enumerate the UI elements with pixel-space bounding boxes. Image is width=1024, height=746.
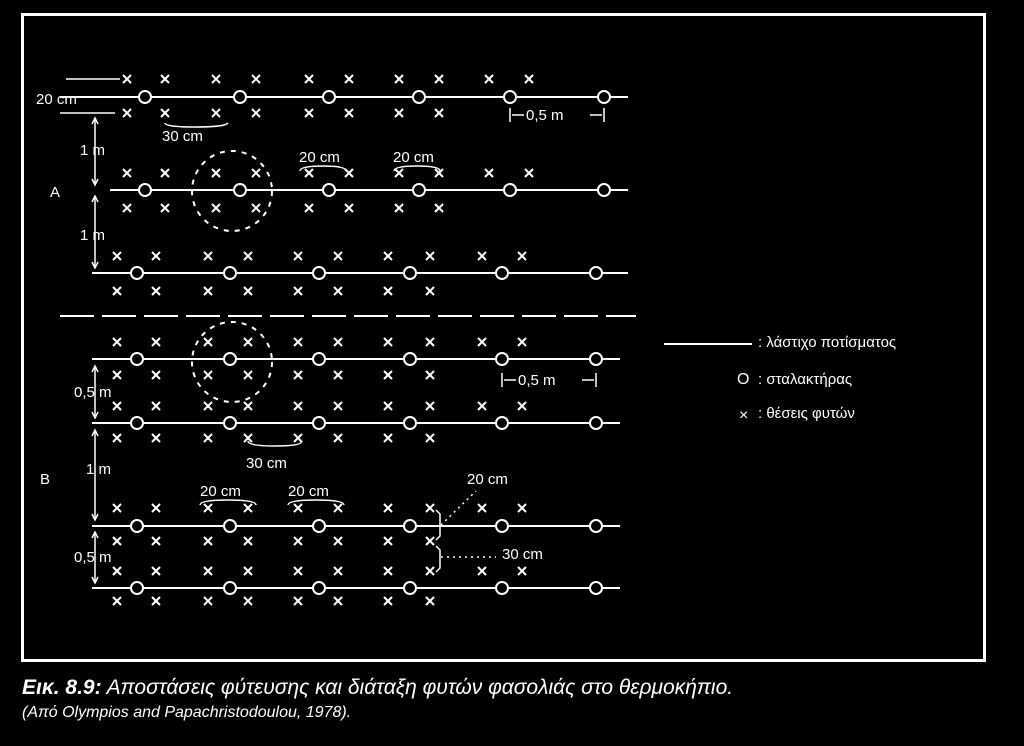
emitter-mark bbox=[224, 520, 236, 532]
plant-mark bbox=[435, 204, 443, 212]
plant-mark bbox=[345, 75, 353, 83]
plant-mark bbox=[478, 504, 486, 512]
plant-mark bbox=[212, 75, 220, 83]
plant-mark bbox=[204, 287, 212, 295]
plant-mark bbox=[152, 597, 160, 605]
plant-mark bbox=[113, 504, 121, 512]
plant-mark bbox=[395, 75, 403, 83]
emitter-mark bbox=[496, 417, 508, 429]
emitter-mark bbox=[139, 91, 151, 103]
plant-mark bbox=[518, 252, 526, 260]
emitter-mark bbox=[139, 184, 151, 196]
plant-mark bbox=[152, 504, 160, 512]
plant-mark bbox=[525, 75, 533, 83]
emitter-mark bbox=[131, 582, 143, 594]
plant-mark bbox=[485, 75, 493, 83]
plant-mark bbox=[518, 338, 526, 346]
emitter-mark bbox=[234, 184, 246, 196]
section-label-a: A bbox=[50, 184, 61, 201]
emitter-mark bbox=[323, 184, 335, 196]
dim-lateral-gap-b2: 0,5 m bbox=[74, 549, 112, 566]
plant-mark bbox=[123, 204, 131, 212]
figure-caption bbox=[22, 676, 733, 700]
legend-emitter-label: : σταλακτήρας bbox=[758, 371, 853, 388]
emitter-mark bbox=[496, 520, 508, 532]
plant-mark bbox=[161, 204, 169, 212]
plant-mark bbox=[384, 371, 392, 379]
plant-mark bbox=[334, 338, 342, 346]
plant-mark bbox=[384, 567, 392, 575]
emitter-mark bbox=[496, 353, 508, 365]
plant-mark bbox=[152, 567, 160, 575]
plant-mark bbox=[113, 338, 121, 346]
plant-mark bbox=[426, 252, 434, 260]
plant-mark bbox=[161, 75, 169, 83]
plant-mark bbox=[294, 252, 302, 260]
callout-bracket bbox=[436, 546, 440, 572]
emitter-mark bbox=[496, 267, 508, 279]
plant-mark bbox=[334, 287, 342, 295]
plant-mark bbox=[244, 597, 252, 605]
plant-mark bbox=[384, 287, 392, 295]
plant-mark bbox=[305, 109, 313, 117]
emitter-mark bbox=[224, 353, 236, 365]
plant-mark bbox=[152, 402, 160, 410]
emitter-mark bbox=[131, 353, 143, 365]
plant-mark bbox=[244, 287, 252, 295]
plant-mark bbox=[395, 204, 403, 212]
dim-plant-gap-b: 30 cm bbox=[246, 455, 287, 472]
plant-mark bbox=[113, 537, 121, 545]
plant-mark bbox=[212, 204, 220, 212]
plant-mark bbox=[294, 537, 302, 545]
plant-mark bbox=[518, 402, 526, 410]
plant-mark bbox=[426, 434, 434, 442]
plant-mark bbox=[204, 338, 212, 346]
plant-mark bbox=[204, 567, 212, 575]
section-label-b: B bbox=[40, 471, 51, 488]
plant-mark bbox=[426, 597, 434, 605]
plant-mark bbox=[334, 371, 342, 379]
plant-mark bbox=[113, 567, 121, 575]
emitter-mark bbox=[313, 582, 325, 594]
plant-mark bbox=[244, 567, 252, 575]
plant-mark bbox=[345, 204, 353, 212]
plant-mark bbox=[395, 109, 403, 117]
emitter-mark bbox=[590, 267, 602, 279]
plant-mark bbox=[384, 504, 392, 512]
plant-mark bbox=[384, 434, 392, 442]
plant-mark bbox=[204, 402, 212, 410]
emitter-mark bbox=[313, 267, 325, 279]
plant-mark bbox=[294, 402, 302, 410]
plant-mark bbox=[113, 597, 121, 605]
plant-mark bbox=[212, 169, 220, 177]
plant-mark bbox=[334, 434, 342, 442]
pair-brace bbox=[200, 500, 256, 505]
plant-mark bbox=[426, 504, 434, 512]
emitter-mark bbox=[323, 91, 335, 103]
plant-mark bbox=[204, 537, 212, 545]
plant-mark bbox=[485, 169, 493, 177]
plant-mark bbox=[426, 338, 434, 346]
plant-mark bbox=[252, 75, 260, 83]
plant-mark bbox=[161, 169, 169, 177]
plant-mark bbox=[244, 402, 252, 410]
plant-mark bbox=[334, 597, 342, 605]
plant-mark bbox=[152, 338, 160, 346]
plant-mark bbox=[305, 75, 313, 83]
emitter-mark bbox=[598, 91, 610, 103]
plant-mark bbox=[113, 434, 121, 442]
plant-mark bbox=[244, 371, 252, 379]
plant-mark bbox=[478, 252, 486, 260]
plant-mark bbox=[334, 252, 342, 260]
emitter-mark bbox=[404, 582, 416, 594]
emitter-mark bbox=[413, 184, 425, 196]
emitter-mark bbox=[590, 417, 602, 429]
plant-mark bbox=[204, 597, 212, 605]
emitter-mark bbox=[313, 417, 325, 429]
emitter-mark bbox=[234, 91, 246, 103]
emitter-mark bbox=[496, 582, 508, 594]
plant-mark bbox=[334, 567, 342, 575]
plant-mark bbox=[152, 434, 160, 442]
figure-number: Εικ. 8.9: bbox=[22, 676, 102, 699]
plant-mark bbox=[334, 504, 342, 512]
dim-pair-gap-1: 20 cm bbox=[299, 149, 340, 166]
dim-row-spacing-2: 1 m bbox=[80, 227, 106, 244]
emitter-mark bbox=[131, 267, 143, 279]
plant-mark bbox=[294, 287, 302, 295]
plant-mark bbox=[294, 504, 302, 512]
dim-emitter-gap-b: 0,5 m bbox=[518, 372, 556, 389]
emitter-mark bbox=[224, 417, 236, 429]
emitter-mark bbox=[404, 353, 416, 365]
plant-mark bbox=[478, 567, 486, 575]
emitter-mark bbox=[413, 91, 425, 103]
plant-mark bbox=[123, 169, 131, 177]
plant-mark bbox=[518, 504, 526, 512]
plant-mark bbox=[435, 75, 443, 83]
plant-mark bbox=[426, 287, 434, 295]
dim-row-spacing-1: 1 m bbox=[80, 142, 106, 159]
emitter-mark bbox=[590, 582, 602, 594]
dim-callout-20: 20 cm bbox=[467, 471, 508, 488]
plant-mark bbox=[426, 537, 434, 545]
legend-plant-symbol: × bbox=[739, 407, 749, 424]
plant-mark bbox=[204, 371, 212, 379]
plant-gap-brace bbox=[165, 123, 228, 127]
plant-mark bbox=[244, 537, 252, 545]
dim-emitter-gap-a: 0,5 m bbox=[526, 107, 564, 124]
plant-mark bbox=[294, 338, 302, 346]
emitter-mark bbox=[313, 353, 325, 365]
plant-mark bbox=[252, 169, 260, 177]
plant-mark bbox=[305, 169, 313, 177]
dim-row-gap-a: 20 cm bbox=[36, 91, 77, 108]
plant-mark bbox=[161, 109, 169, 117]
emitter-mark bbox=[404, 267, 416, 279]
plant-mark bbox=[334, 402, 342, 410]
plant-mark bbox=[204, 434, 212, 442]
plant-mark bbox=[395, 169, 403, 177]
plant-mark bbox=[152, 537, 160, 545]
plant-mark bbox=[244, 504, 252, 512]
emitter-mark bbox=[504, 91, 516, 103]
plant-mark bbox=[426, 402, 434, 410]
plant-mark bbox=[305, 204, 313, 212]
caption-text: Αποστάσεις φύτευσης και διάταξη φυτών φασολιάς στο θερμοκήπιο. bbox=[101, 676, 734, 699]
dim-pair-gap-2: 20 cm bbox=[393, 149, 434, 166]
emitter-mark bbox=[404, 417, 416, 429]
plant-mark bbox=[384, 597, 392, 605]
plant-mark bbox=[384, 402, 392, 410]
emitter-mark bbox=[224, 582, 236, 594]
dim-callout-30: 30 cm bbox=[502, 546, 543, 563]
emitter-mark bbox=[504, 184, 516, 196]
plant-mark bbox=[244, 338, 252, 346]
plant-mark bbox=[113, 252, 121, 260]
plant-mark bbox=[294, 371, 302, 379]
plant-mark bbox=[113, 371, 121, 379]
emitter-mark bbox=[590, 520, 602, 532]
dim-pair-gap-b1: 20 cm bbox=[200, 483, 241, 500]
figure-source: (Από Olympios and Papachristodoulou, 1978). bbox=[22, 704, 352, 721]
plant-mark bbox=[152, 371, 160, 379]
plant-mark bbox=[435, 109, 443, 117]
plant-mark bbox=[384, 338, 392, 346]
emitter-mark bbox=[404, 520, 416, 532]
plant-mark bbox=[294, 597, 302, 605]
plant-mark bbox=[123, 75, 131, 83]
plant-mark bbox=[152, 252, 160, 260]
emitter-mark bbox=[131, 520, 143, 532]
plant-mark bbox=[113, 287, 121, 295]
plant-mark bbox=[384, 252, 392, 260]
emitter-mark bbox=[224, 267, 236, 279]
emitter-mark bbox=[313, 520, 325, 532]
plant-mark bbox=[294, 567, 302, 575]
plant-mark bbox=[204, 504, 212, 512]
plant-mark bbox=[252, 204, 260, 212]
plant-mark bbox=[478, 338, 486, 346]
plant-mark bbox=[244, 434, 252, 442]
plant-mark bbox=[294, 434, 302, 442]
dim-plant-gap-a: 30 cm bbox=[162, 128, 203, 145]
legend-emitter-symbol: O bbox=[737, 371, 750, 388]
legend-plant-label: : θέσεις φυτών bbox=[758, 405, 855, 422]
plant-mark bbox=[435, 169, 443, 177]
plant-mark bbox=[426, 371, 434, 379]
plant-mark bbox=[204, 252, 212, 260]
emitter-mark bbox=[131, 417, 143, 429]
dim-row-spacing-b: 1 m bbox=[86, 461, 112, 478]
plant-mark bbox=[113, 402, 121, 410]
plant-mark bbox=[252, 109, 260, 117]
dim-pair-gap-b2: 20 cm bbox=[288, 483, 329, 500]
plant-mark bbox=[152, 287, 160, 295]
emitter-mark bbox=[590, 353, 602, 365]
plant-mark bbox=[123, 109, 131, 117]
plant-mark bbox=[212, 109, 220, 117]
callout-leader bbox=[441, 491, 476, 525]
emitter-mark bbox=[598, 184, 610, 196]
plant-mark bbox=[244, 252, 252, 260]
plant-mark bbox=[384, 537, 392, 545]
legend-line-label: : λάστιχο ποτίσματος bbox=[758, 334, 897, 351]
plant-mark bbox=[334, 537, 342, 545]
plant-mark bbox=[426, 567, 434, 575]
plant-mark bbox=[478, 402, 486, 410]
plant-mark bbox=[525, 169, 533, 177]
plant-mark bbox=[345, 109, 353, 117]
plant-mark bbox=[518, 567, 526, 575]
dim-lateral-gap-b: 0,5 m bbox=[74, 384, 112, 401]
